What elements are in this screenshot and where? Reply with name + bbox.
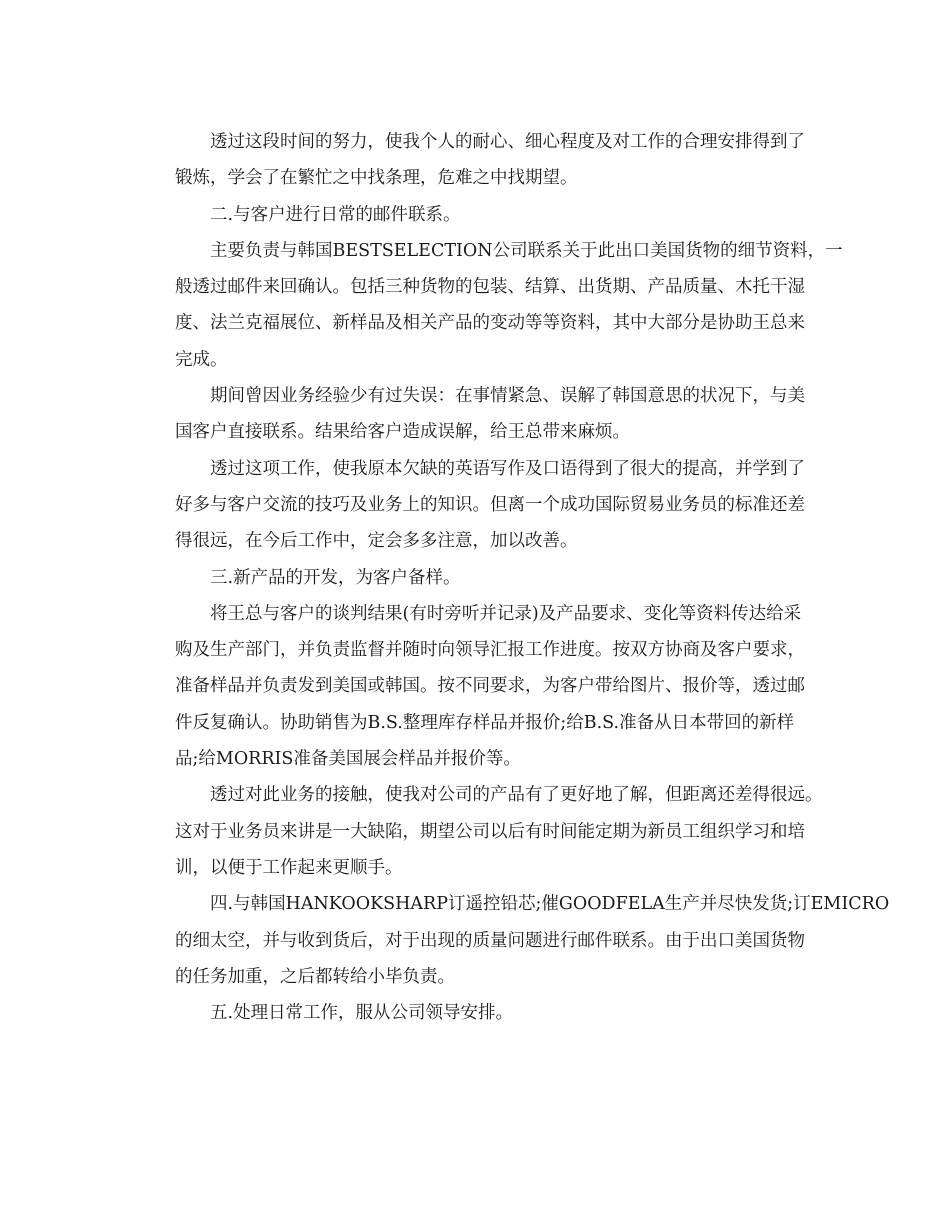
paragraph-8 [140, 777, 823, 886]
text-line: 透过对此业务的接触，使我对公司的产品有了更好地了解，但距离还差得很远。 [210, 785, 823, 806]
text-line: 主要负责与韩国BESTSELECTION公司联系关于此出口美国货物的细节资料，一 [210, 240, 843, 261]
text-line: 透过这段时间的努力，使我个人的耐心、细心程度及对工作的合理安排得到了 [210, 132, 805, 152]
text-line: 国客户直接联系。结果给客户造成误解，给王总带来麻烦。 [175, 422, 630, 443]
paragraph-4 [140, 378, 820, 451]
text-line: 锻炼，学会了在繁忙之中找条理，危难之中找期望。 [175, 168, 578, 189]
text-line: 的任务加重，之后都转给小毕负责。 [175, 966, 455, 987]
section-heading-2 [140, 197, 820, 233]
text-line: 好多与客户交流的技巧及业务上的知识。但离一个成功国际贸易业务员的标准还差 [175, 494, 805, 515]
paragraph-1 [140, 124, 820, 197]
text-line: 三.新产品的开发，为客户备样。 [210, 567, 461, 588]
text-line: 五.处理日常工作，服从公司领导安排。 [210, 1003, 514, 1024]
text-line: 完成。 [175, 349, 228, 370]
paragraph-3 [140, 233, 843, 378]
text-line: 训，以便于工作起来更顺手。 [175, 857, 403, 878]
text-line: 准备样品并负责发到美国或韩国。按不同要求，为客户带给图片、报价等，透过邮 [175, 676, 805, 697]
text-line: 件反复确认。协助销售为B.S.整理库存样品并报价;给B.S.准备从日本带回的新样 [175, 712, 795, 733]
document-body [140, 124, 890, 1031]
text-line: 将王总与客户的谈判结果(有时旁听并记录)及产品要求、变化等资料传达给采 [210, 603, 802, 624]
text-line: 透过这项工作，使我原本欠缺的英语写作及口语得到了很大的提高，并学到了 [210, 458, 805, 479]
text-line: 这对于业务员来讲是一大缺陷，期望公司以后有时间能定期为新员工组织学习和培 [175, 821, 805, 842]
text-line: 二.与客户进行日常的邮件联系。 [210, 204, 461, 225]
section-heading-3 [140, 560, 820, 596]
text-line: 品;给MORRIS准备美国展会样品并报价等。 [175, 749, 521, 770]
paragraph-7 [140, 596, 820, 777]
text-line: 度、法兰克福展位、新样品及相关产品的变动等等资料，其中大部分是协助王总来 [175, 313, 805, 334]
paragraph-5 [140, 451, 820, 560]
text-line: 般透过邮件来回确认。包括三种货物的包装、结算、出货期、产品质量、木托干湿 [175, 277, 805, 298]
text-line: 四.与韩国HANKOOKSHARP订遥控铅芯;催GOODFELA生产并尽快发货;订EMICRO [210, 894, 890, 915]
text-line: 购及生产部门，并负责监督并随时向领导汇报工作进度。按双方协商及客户要求， [175, 640, 805, 661]
text-line: 的细太空，并与收到货后，对于出现的质量问题进行邮件联系。由于出口美国货物 [175, 930, 805, 951]
section-heading-5 [140, 995, 820, 1031]
section-heading-4 [140, 886, 890, 995]
text-line: 期间曾因业务经验少有过失误：在事情紧急、误解了韩国意思的状况下，与美 [210, 386, 805, 407]
text-line: 得很远，在今后工作中，定会多多注意，加以改善。 [175, 531, 578, 552]
